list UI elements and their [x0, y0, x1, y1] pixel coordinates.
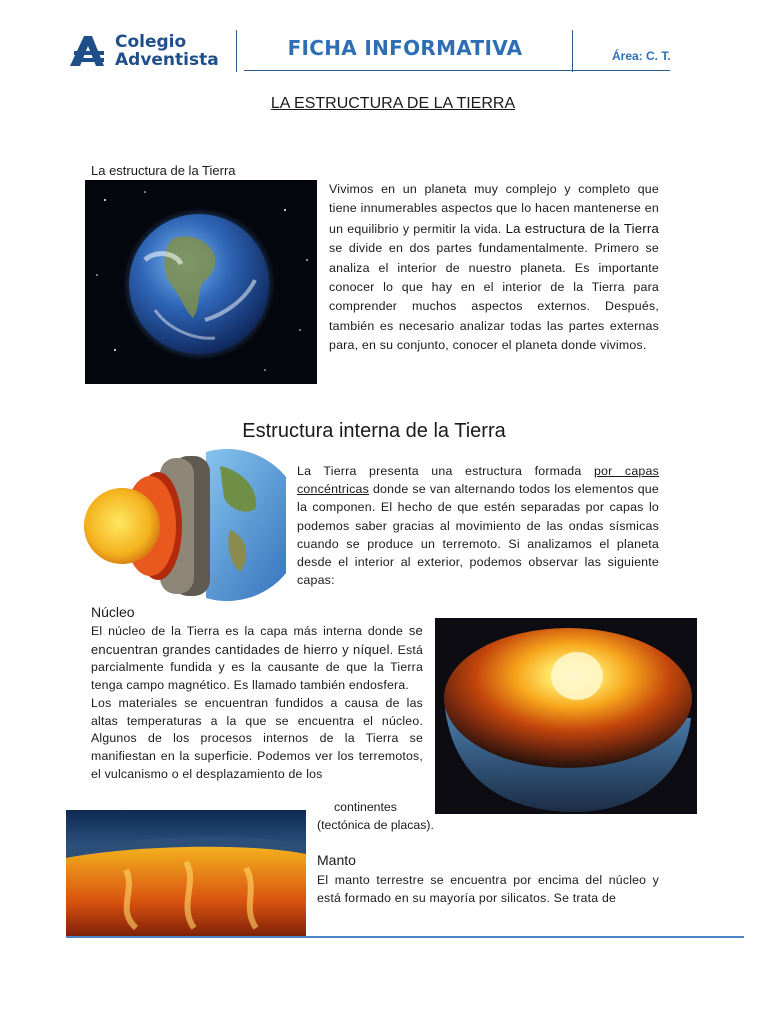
core-image — [435, 618, 697, 814]
logo-wordmark — [115, 33, 219, 69]
earth-layers-image — [80, 446, 286, 604]
header-divider-left — [236, 30, 237, 72]
nucleo-text-a: El núcleo de la Tierra es la capa más interna donde — [91, 624, 409, 638]
nucleo-text-b: Está parcialmente fundida y es la causante de que la Tierra tenga campo magnético. Es llamado también endosfera. — [91, 642, 424, 693]
subject-area: Área: C. T. — [612, 49, 671, 63]
logo-line-2: Adventista — [115, 50, 219, 70]
nucleo-continued-2: (tectónica de placas). — [317, 818, 434, 832]
section-label: La estructura de la Tierra — [91, 163, 236, 178]
nucleo-highlight: se encuentran grandes cantidades de hierro y níquel. — [91, 623, 423, 657]
footer-rule — [66, 936, 744, 938]
nucleo-paragraph — [91, 622, 423, 783]
nucleo-text-c: Los materiales se encuentran fundidos a causa de las altas temperaturas a la que se encuentra el núcleo. Algunos de los procesos internos de la Tierra se manifiestan en la superficie. Podemos ver los terremotos, el vulcanismo o el desplazamiento de los — [91, 695, 423, 781]
manto-heading: Manto — [317, 852, 356, 868]
header-divider-right — [572, 30, 573, 72]
intro-highlight: La estructura de la Tierra — [505, 220, 659, 236]
nucleo-heading: Núcleo — [91, 604, 135, 620]
intro-text-b: se divide en dos partes fundamentalmente. Primero se analiza el interior de nuestro planeta. Es importante conocer lo que hay en el interior de la Tierra para comprender muchos aspectos externos. Después, también es necesario analizar todas las partes externas para, en su conjunto, conocer el planeta donde vivimos. — [329, 241, 659, 353]
layers-text-b: donde se van alternando todos los elementos que la componen. El hecho de que estén separadas por capas lo podemos saber gracias al movimiento de las ondas sísmicas cuando se produce un terremoto. Si analizamos el planeta desde el interior al exterior, podemos observar las siguiente capas: — [297, 482, 659, 588]
layers-paragraph — [297, 462, 659, 589]
manto-paragraph: El manto terrestre se encuentra por encima del núcleo y está formado en su mayoría por silicatos. Se trata de — [317, 873, 659, 906]
page-header-title: FICHA INFORMATIVA — [287, 36, 523, 60]
mantle-image — [66, 810, 306, 938]
nucleo-continued-1: continentes — [334, 800, 397, 814]
header-underline — [244, 70, 670, 71]
logo-line-1: Colegio — [115, 32, 187, 52]
document-title: LA ESTRUCTURA DE LA TIERRA — [270, 95, 516, 112]
earth-image — [85, 180, 317, 384]
layers-underline: por capas concéntricas — [297, 464, 660, 497]
layers-text-a: La Tierra presenta una estructura formada — [297, 464, 594, 478]
intro-paragraph — [329, 180, 659, 356]
intro-text-a: Vivimos en un planeta muy complejo y completo que tiene innumerables aspectos que lo hacen mantenerse en un equilibrio y permitir la vida. — [329, 182, 659, 236]
section-heading: Estructura interna de la Tierra — [242, 420, 506, 442]
